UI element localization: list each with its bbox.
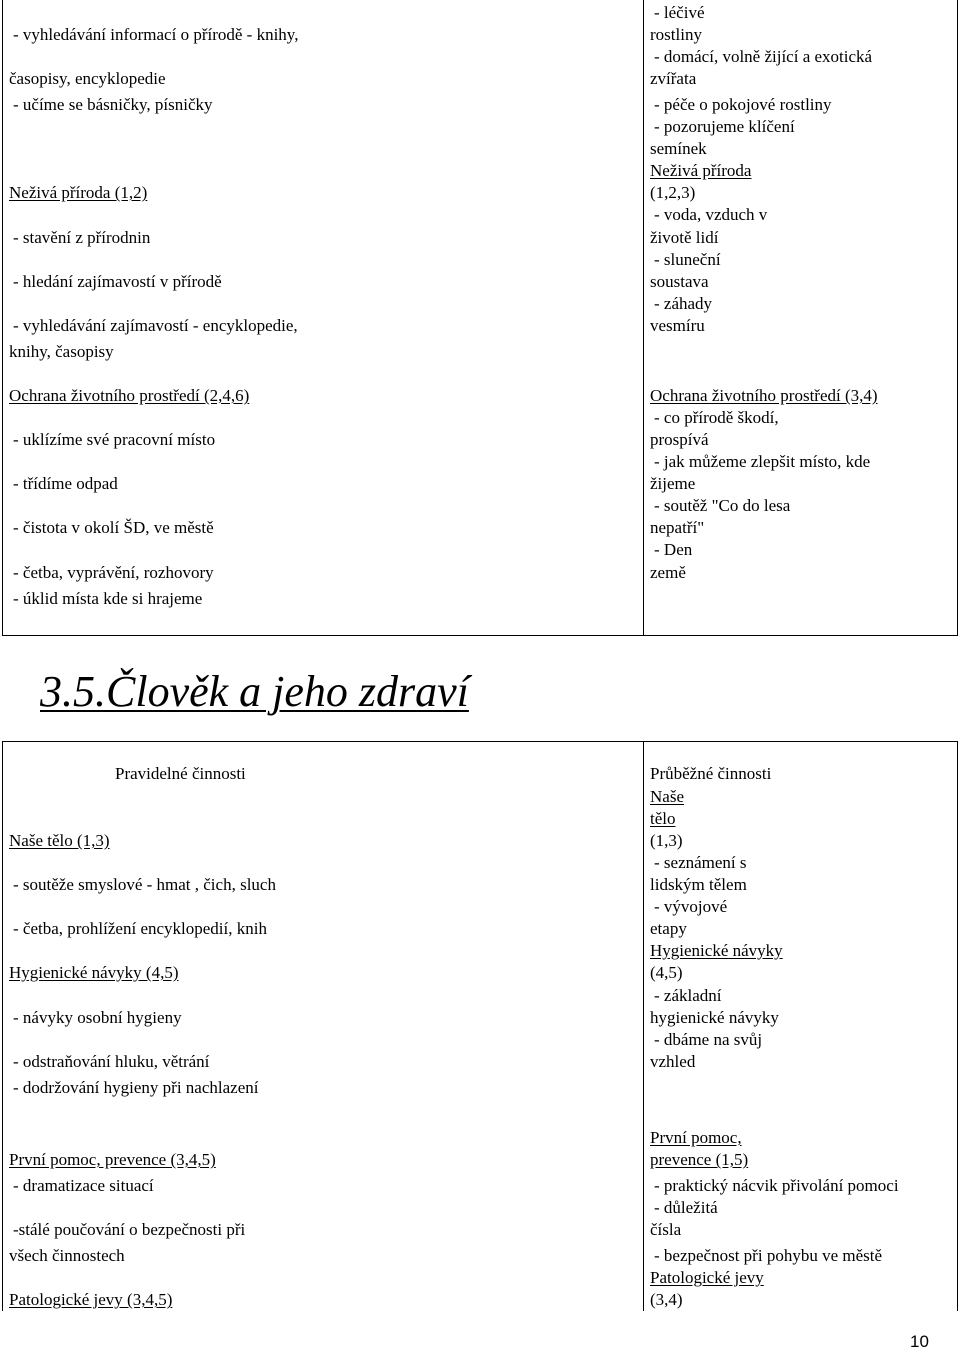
table1-left-line: - uklízíme své pracovní místo [13,430,216,449]
table2-left-line: - návyky osobní hygieny [13,1008,182,1027]
table2-left-line: Naše tělo (1,3) [9,831,110,850]
table1-right-line: - sluneční [654,250,721,269]
table1-right-border [957,0,958,636]
table1-right-line: rostliny [650,25,702,44]
table1-right-line: životě lidí [650,228,719,247]
table2-left-header: Pravidelné činnosti [115,764,246,783]
table2-right-line: - dbáme na svůj [654,1030,763,1049]
table2-left-line: - četba, prohlížení encyklopedií, knih [13,919,267,938]
table1-left-line: - čistota v okolí ŠD, ve městě [13,518,214,537]
table2-right-line: hygienické návyky [650,1008,779,1027]
table2-right-border [957,741,958,1311]
table1-right-line: - záhady [654,294,713,313]
table2-right-line: - seznámení s [654,853,747,872]
table2-right-line: První pomoc, [650,1128,742,1147]
table2-left-line: - dodržování hygieny při nachlazení [13,1078,259,1097]
table1-right-line: semínek [650,139,707,158]
table1-right-line: - pozorujeme klíčení [654,117,795,136]
table1-middle-border [643,0,644,636]
table1-right-line: Neživá příroda [650,161,752,180]
table2-top-border [2,741,958,742]
table2-right-line: etapy [650,919,687,938]
table2-right-line: - důležitá [654,1198,718,1217]
section-heading: 3.5.Člověk a jeho zdraví [40,667,469,716]
table1-right-line: - jak můžeme zlepšit místo, kde [654,452,871,471]
table1-left-line: - hledání zajímavostí v přírodě [13,272,222,291]
table2-right-line: (3,4) [650,1290,683,1309]
table2-right-line: prevence (1,5) [650,1150,749,1169]
table1-right-line: - Den [654,540,693,559]
table1-right-line: - léčivé [654,3,705,22]
table2-left-border [2,741,3,1311]
table1-left-line: - úklid místa kde si hrajeme [13,589,203,608]
table2-right-line: - praktický nácvik přivolání pomoci [654,1176,899,1195]
table1-right-line: - domácí, volně žijící a exotická [654,47,873,66]
table2-right-line: Naše [650,787,684,806]
table2-right-line: čísla [650,1220,682,1239]
table2-right-line: - základní [654,986,722,1005]
table1-left-line: časopisy, encyklopedie [9,69,166,88]
table2-left-line: - odstraňování hluku, větrání [13,1052,210,1071]
table1-right-line: - co přírodě škodí, [654,408,779,427]
table1-left-line: - třídíme odpad [13,474,118,493]
table1-right-line: zvířata [650,69,697,88]
table2-right-line: (4,5) [650,963,683,982]
table1-right-line: - péče o pokojové rostliny [654,95,832,114]
table1-left-line: - učíme se básničky, písničky [13,95,213,114]
table2-right-line: (1,3) [650,831,683,850]
table2-left-line: - soutěže smyslové - hmat , čich, sluch [13,875,276,894]
table1-right-line: vesmíru [650,316,705,335]
table2-right-header: Průběžné činnosti [650,764,772,783]
table1-right-line: - soutěž "Co do lesa [654,496,791,515]
table2-right-line: tělo [650,809,676,828]
table1-right-line: - voda, vzduch v [654,205,768,224]
table1-left-line: Ochrana životního prostředí (2,4,6) [9,386,250,405]
table1-left-border [2,0,3,636]
table1-left-line: - stavění z přírodnin [13,228,151,247]
table1-right-line: soustava [650,272,709,291]
table2-right-line: - vývojové [654,897,728,916]
table2-right-line: Hygienické návyky [650,941,783,960]
table2-left-line: První pomoc, prevence (3,4,5) [9,1150,216,1169]
table1-right-line: nepatří" [650,518,705,537]
table2-left-line: Patologické jevy (3,4,5) [9,1290,173,1309]
table1-left-line: knihy, časopisy [9,342,114,361]
table2-right-line: - bezpečnost při pohybu ve městě [654,1246,883,1265]
table2-middle-border [643,741,644,1311]
table1-right-line: prospívá [650,430,709,449]
table1-right-line: žijeme [650,474,696,493]
table1-left-line: Neživá příroda (1,2) [9,183,148,202]
table1-left-line: - vyhledávání zajímavostí - encyklopedie, [13,316,298,335]
table2-right-line: Patologické jevy [650,1268,764,1287]
table1-bottom-border [2,635,958,636]
table1-left-line: - četba, vyprávění, rozhovory [13,563,214,582]
table1-right-line: země [650,563,686,582]
table2-left-line: Hygienické návyky (4,5) [9,963,179,982]
table2-left-line: -stálé poučování o bezpečnosti při [13,1220,246,1239]
table2-right-line: lidským tělem [650,875,747,894]
table1-right-line: Ochrana životního prostředí (3,4) [650,386,878,405]
table1-left-line: - vyhledávání informací o přírodě - knihy, [13,25,299,44]
table1-right-line: (1,2,3) [650,183,696,202]
table2-right-line: vzhled [650,1052,696,1071]
table2-left-line: - dramatizace situací [13,1176,154,1195]
table2-left-line: všech činnostech [9,1246,125,1265]
page-number: 10 [910,1332,929,1351]
